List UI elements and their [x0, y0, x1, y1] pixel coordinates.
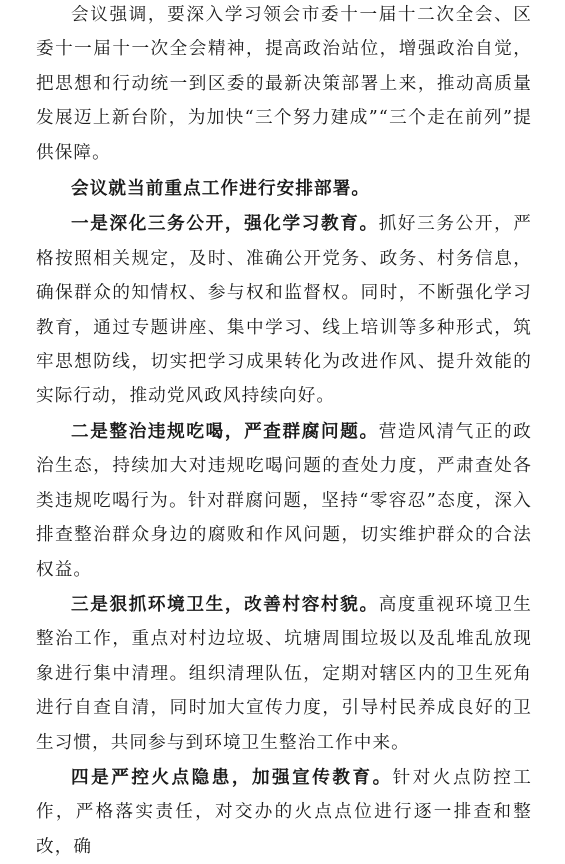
paragraph-arrangement-heading — [36, 172, 532, 206]
paragraph-item-1 — [36, 207, 532, 413]
item-2-text: 营造风清气正的政治生态，持续加大对违规吃喝问题的查处力度，严肃查处各类违规吃喝行为。针对群腐问题，坚持“零容忍”态度，深入排查整治群众身边的腐败和作风问题，切实维护群众的合法权益。 — [36, 421, 532, 580]
document-page — [36, 0, 532, 864]
paragraph-item-4 — [36, 761, 532, 864]
item-4-text: 针对火点防控工作，严格落实责任，对交办的火点点位进行逐一排查和整改，确 — [36, 767, 532, 857]
item-4-heading: 四是严控火点隐患，加强宣传教育。 — [71, 767, 393, 788]
paragraph-item-2 — [36, 415, 532, 587]
paragraph-intro-text: 会议强调，要深入学习领会市委十一届十二次全会、区委十一届十一次全会精神，提高政治站位，增强政治自觉，把思想和行动统一到区委的最新决策部署上来，推动高质量发展迈上新台阶，为加快“三个努力建成”“三个走在前列”提供保障。 — [36, 5, 532, 163]
paragraph-intro — [36, 0, 532, 170]
paragraph-item-3 — [36, 588, 532, 760]
item-1-heading: 一是深化三务公开，强化学习教育。 — [71, 214, 379, 235]
item-3-text: 高度重视环境卫生整治工作，重点对村边垃圾、坑塘周围垃圾以及乱堆乱放现象进行集中清理。组织清理队伍，定期对辖区内的卫生死角进行自查自清，同时加大宣传力度，引导村民养成良好的卫生习惯，共同参与到环境卫生整治工作中来。 — [36, 594, 532, 753]
arrangement-heading-text: 会议就当前重点工作进行安排部署。 — [71, 179, 371, 200]
item-3-heading: 三是狠抓环境卫生，改善村容村貌。 — [71, 594, 379, 615]
item-2-heading: 二是整治违规吃喝，严查群腐问题。 — [71, 421, 379, 442]
item-1-text: 抓好三务公开，严格按照相关规定，及时、准确公开党务、政务、村务信息，确保群众的知情权、参与权和监督权。同时，不断强化学习教育，通过专题讲座、集中学习、线上培训等多种形式，筑牢思想防线，切实把学习成果转化为改进作风、提升效能的实际行动，推动党风政风持续向好。 — [36, 214, 532, 407]
